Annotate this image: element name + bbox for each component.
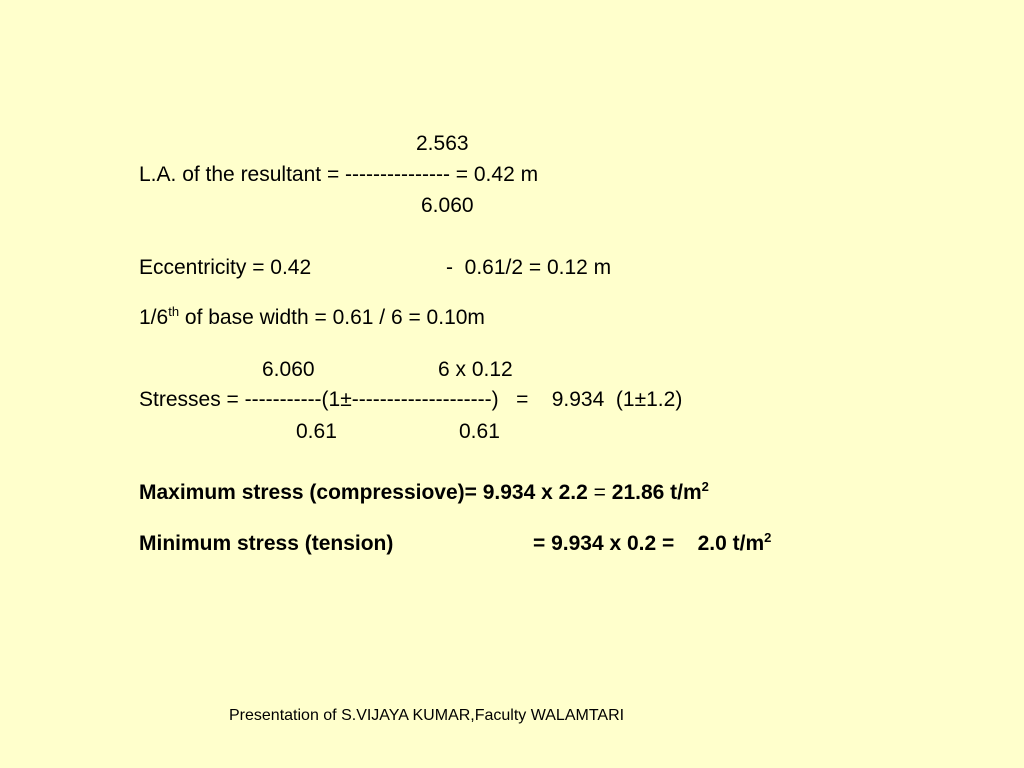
base-width-prefix: 1/6: [139, 306, 169, 329]
eccentricity-right: - 0.61/2 = 0.12 m: [446, 256, 612, 279]
stresses-denominator-2: 0.61: [459, 420, 500, 443]
max-stress-equals: =: [593, 481, 606, 504]
max-stress-line: [139, 481, 709, 505]
stresses-numerator-2: 6 x 0.12: [438, 358, 513, 381]
min-stress-label: Minimum stress (tension): [139, 532, 394, 555]
stresses-denominator-1: 0.61: [296, 420, 337, 443]
base-width-superscript: th: [168, 304, 180, 319]
max-stress-value: 21.86 t/m: [605, 481, 702, 504]
base-width-line: [139, 306, 485, 330]
footer-credit: Presentation of S.VIJAYA KUMAR,Faculty WALAMTARI: [229, 707, 625, 724]
min-stress-value-line: [533, 532, 771, 556]
la-denominator: 6.060: [421, 194, 474, 217]
stresses-equation-line: Stresses = -----------(1±--------------------) = 9.934 (1±1.2): [139, 388, 683, 411]
max-stress-superscript: 2: [701, 479, 709, 494]
min-stress-value: = 9.934 x 0.2 = 2.0 t/m: [533, 532, 765, 555]
la-equation-line: L.A. of the resultant = --------------- = 0.42 m: [139, 163, 539, 186]
stresses-numerator-1: 6.060: [262, 358, 315, 381]
base-width-suffix: of base width = 0.61 / 6 = 0.10m: [179, 306, 485, 329]
max-stress-label: Maximum stress (compressiove)= 9.934 x 2.2: [139, 481, 594, 504]
eccentricity-left: Eccentricity = 0.42: [139, 256, 312, 279]
la-numerator: 2.563: [416, 132, 469, 155]
min-stress-superscript: 2: [764, 530, 772, 545]
